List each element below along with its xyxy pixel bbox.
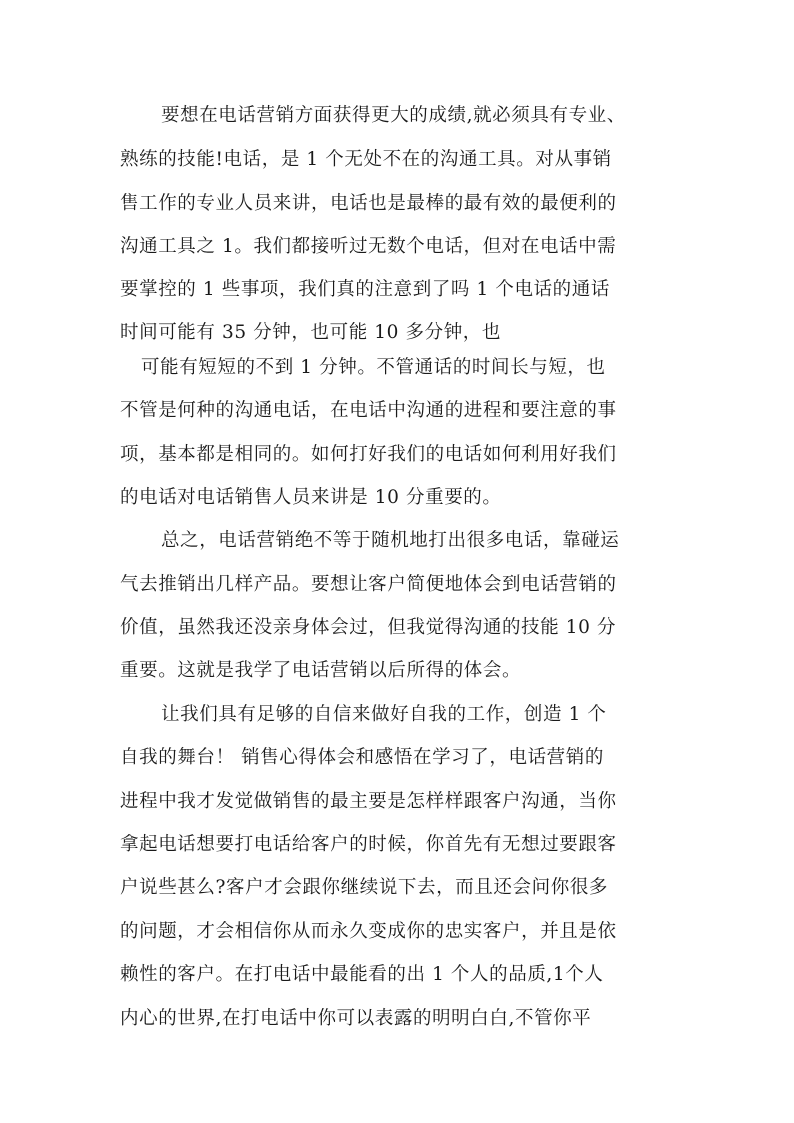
text-line: 售工作的专业人员来讲，电话也是最棒的最有效的最便利的 (120, 193, 617, 214)
text-line: 要掌控的 1 些事项，我们真的注意到了吗 1 个电话的通话 (120, 279, 610, 300)
text-line: 户说些甚么?客户才会跟你继续说下去，而且还会问你很多 (120, 877, 609, 898)
text-line: 内心的世界,在打电话中你可以表露的明明白白,不管你平 (120, 1008, 592, 1029)
text-line: 熟练的技能!电话，是 1 个无处不在的沟通工具。对从事销 (120, 149, 612, 170)
text-line: 重要。这就是我学了电话营销以后所得的体会。 (120, 660, 522, 681)
text-line: 时间可能有 35 分钟，也可能 10 多分钟，也 (120, 322, 502, 343)
text-line: 赖性的客户。在打电话中最能看的出 1 个人的品质,1个人 (120, 964, 604, 985)
text-line: 自我的舞台！ 销售心得体会和感悟在学习了，电话营销的 (120, 747, 604, 768)
text-line: 的问题，才会相信你从而永久变成你的忠实客户，并且是依 (120, 921, 617, 942)
text-line: 进程中我才发觉做销售的最主要是怎样样跟客户沟通，当你 (120, 791, 617, 812)
text-line: 的电话对电话销售人员来讲是 10 分重要的。 (120, 487, 502, 508)
text-line: 价值，虽然我还没亲身体会过，但我觉得沟通的技能 10 分 (120, 617, 617, 638)
text-line: 可能有短短的不到 1 分钟。不管通话的时间长与短，也 (141, 357, 606, 378)
text-line: 让我们具有足够的自信来做好自我的工作，创造 1 个 (161, 704, 607, 725)
text-line: 拿起电话想要打电话给客户的时候，你首先有无想过要跟客 (120, 834, 617, 855)
text-line: 沟通工具之 1。我们都接听过无数个电话，但对在电话中需 (120, 236, 617, 257)
text-line: 气去推销出几样产品。要想让客户简便地体会到电话营销的 (120, 574, 617, 595)
text-line: 要想在电话营销方面获得更大的成绩,就必须具有专业、 (161, 105, 626, 126)
text-line: 总之，电话营销绝不等于随机地打出很多电话，靠碰运 (161, 530, 620, 551)
text-line: 不管是何种的沟通电话，在电话中沟通的进程和要注意的事 (120, 400, 617, 421)
text-line: 项，基本都是相同的。如何打好我们的电话如何利用好我们 (120, 444, 617, 465)
